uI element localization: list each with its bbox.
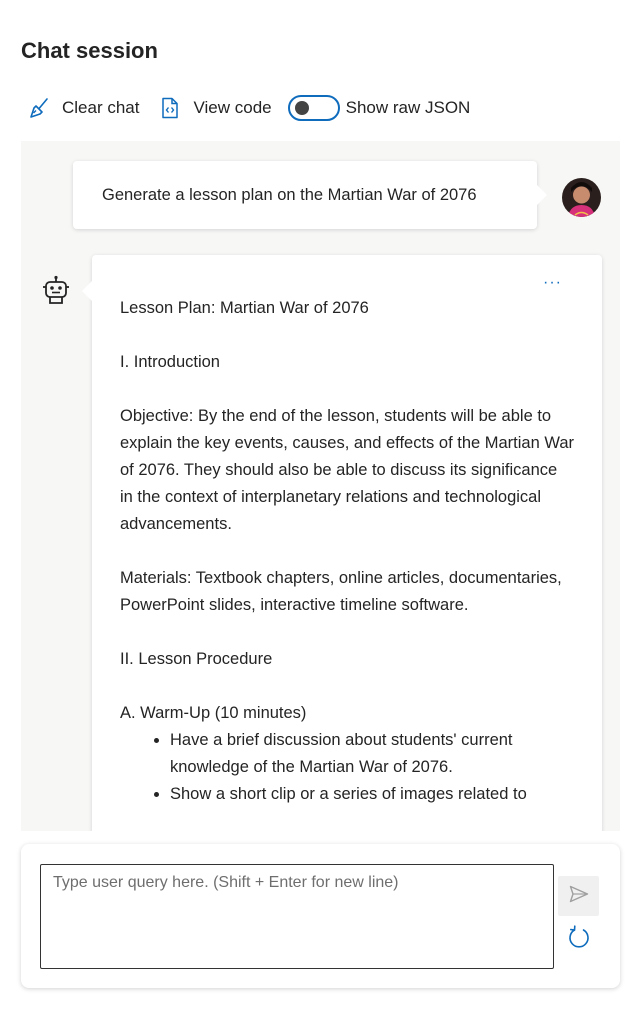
assistant-message <box>92 255 602 831</box>
section-introduction: I. Introduction <box>120 353 220 371</box>
materials-text: Materials: Textbook chapters, online articles, documentaries, PowerPoint slides, interactive timeline software. <box>120 569 562 614</box>
warmup-list <box>170 727 574 808</box>
list-item: • Show a short clip or a series of images related to <box>170 781 574 808</box>
toggle-knob <box>295 101 309 115</box>
view-code-button[interactable] <box>159 97 271 119</box>
toolbar <box>28 94 470 122</box>
objective-text: Objective: By the end of the lesson, students will be able to explain the key events, causes, and effects of the Martian War of 2076. They should also be able to discuss its significance in the context of interplanetary relations and technological advancements. <box>120 407 574 533</box>
raw-json-toggle[interactable] <box>288 95 340 121</box>
broom-icon <box>28 97 50 119</box>
page-title: Chat session <box>21 38 158 63</box>
refresh-icon <box>567 925 591 954</box>
regenerate-button[interactable] <box>565 926 592 953</box>
send-button[interactable] <box>558 876 599 916</box>
user-message <box>73 161 537 229</box>
raw-json-toggle-control[interactable] <box>288 95 471 121</box>
user-message-text: Generate a lesson plan on the Martian War of 2076 <box>102 185 477 204</box>
lesson-title: Lesson Plan: Martian War of 2076 <box>120 299 369 317</box>
section-procedure: II. Lesson Procedure <box>120 650 273 668</box>
send-icon <box>569 885 589 908</box>
warmup-heading: A. Warm-Up (10 minutes) <box>120 704 307 722</box>
code-file-icon <box>159 97 181 119</box>
input-panel <box>21 844 620 988</box>
more-options-button[interactable]: ··· <box>543 274 562 291</box>
raw-json-label: Show raw JSON <box>345 98 471 117</box>
chat-area[interactable] <box>21 141 620 831</box>
list-item: • Have a brief discussion about students' current knowledge of the Martian War of 2076. <box>170 727 574 781</box>
user-query-input[interactable] <box>40 864 554 969</box>
clear-chat-label: Clear chat <box>62 98 140 117</box>
user-avatar <box>562 178 601 217</box>
clear-chat-button[interactable] <box>28 97 139 119</box>
view-code-label: View code <box>193 98 272 117</box>
bot-icon <box>41 275 71 307</box>
